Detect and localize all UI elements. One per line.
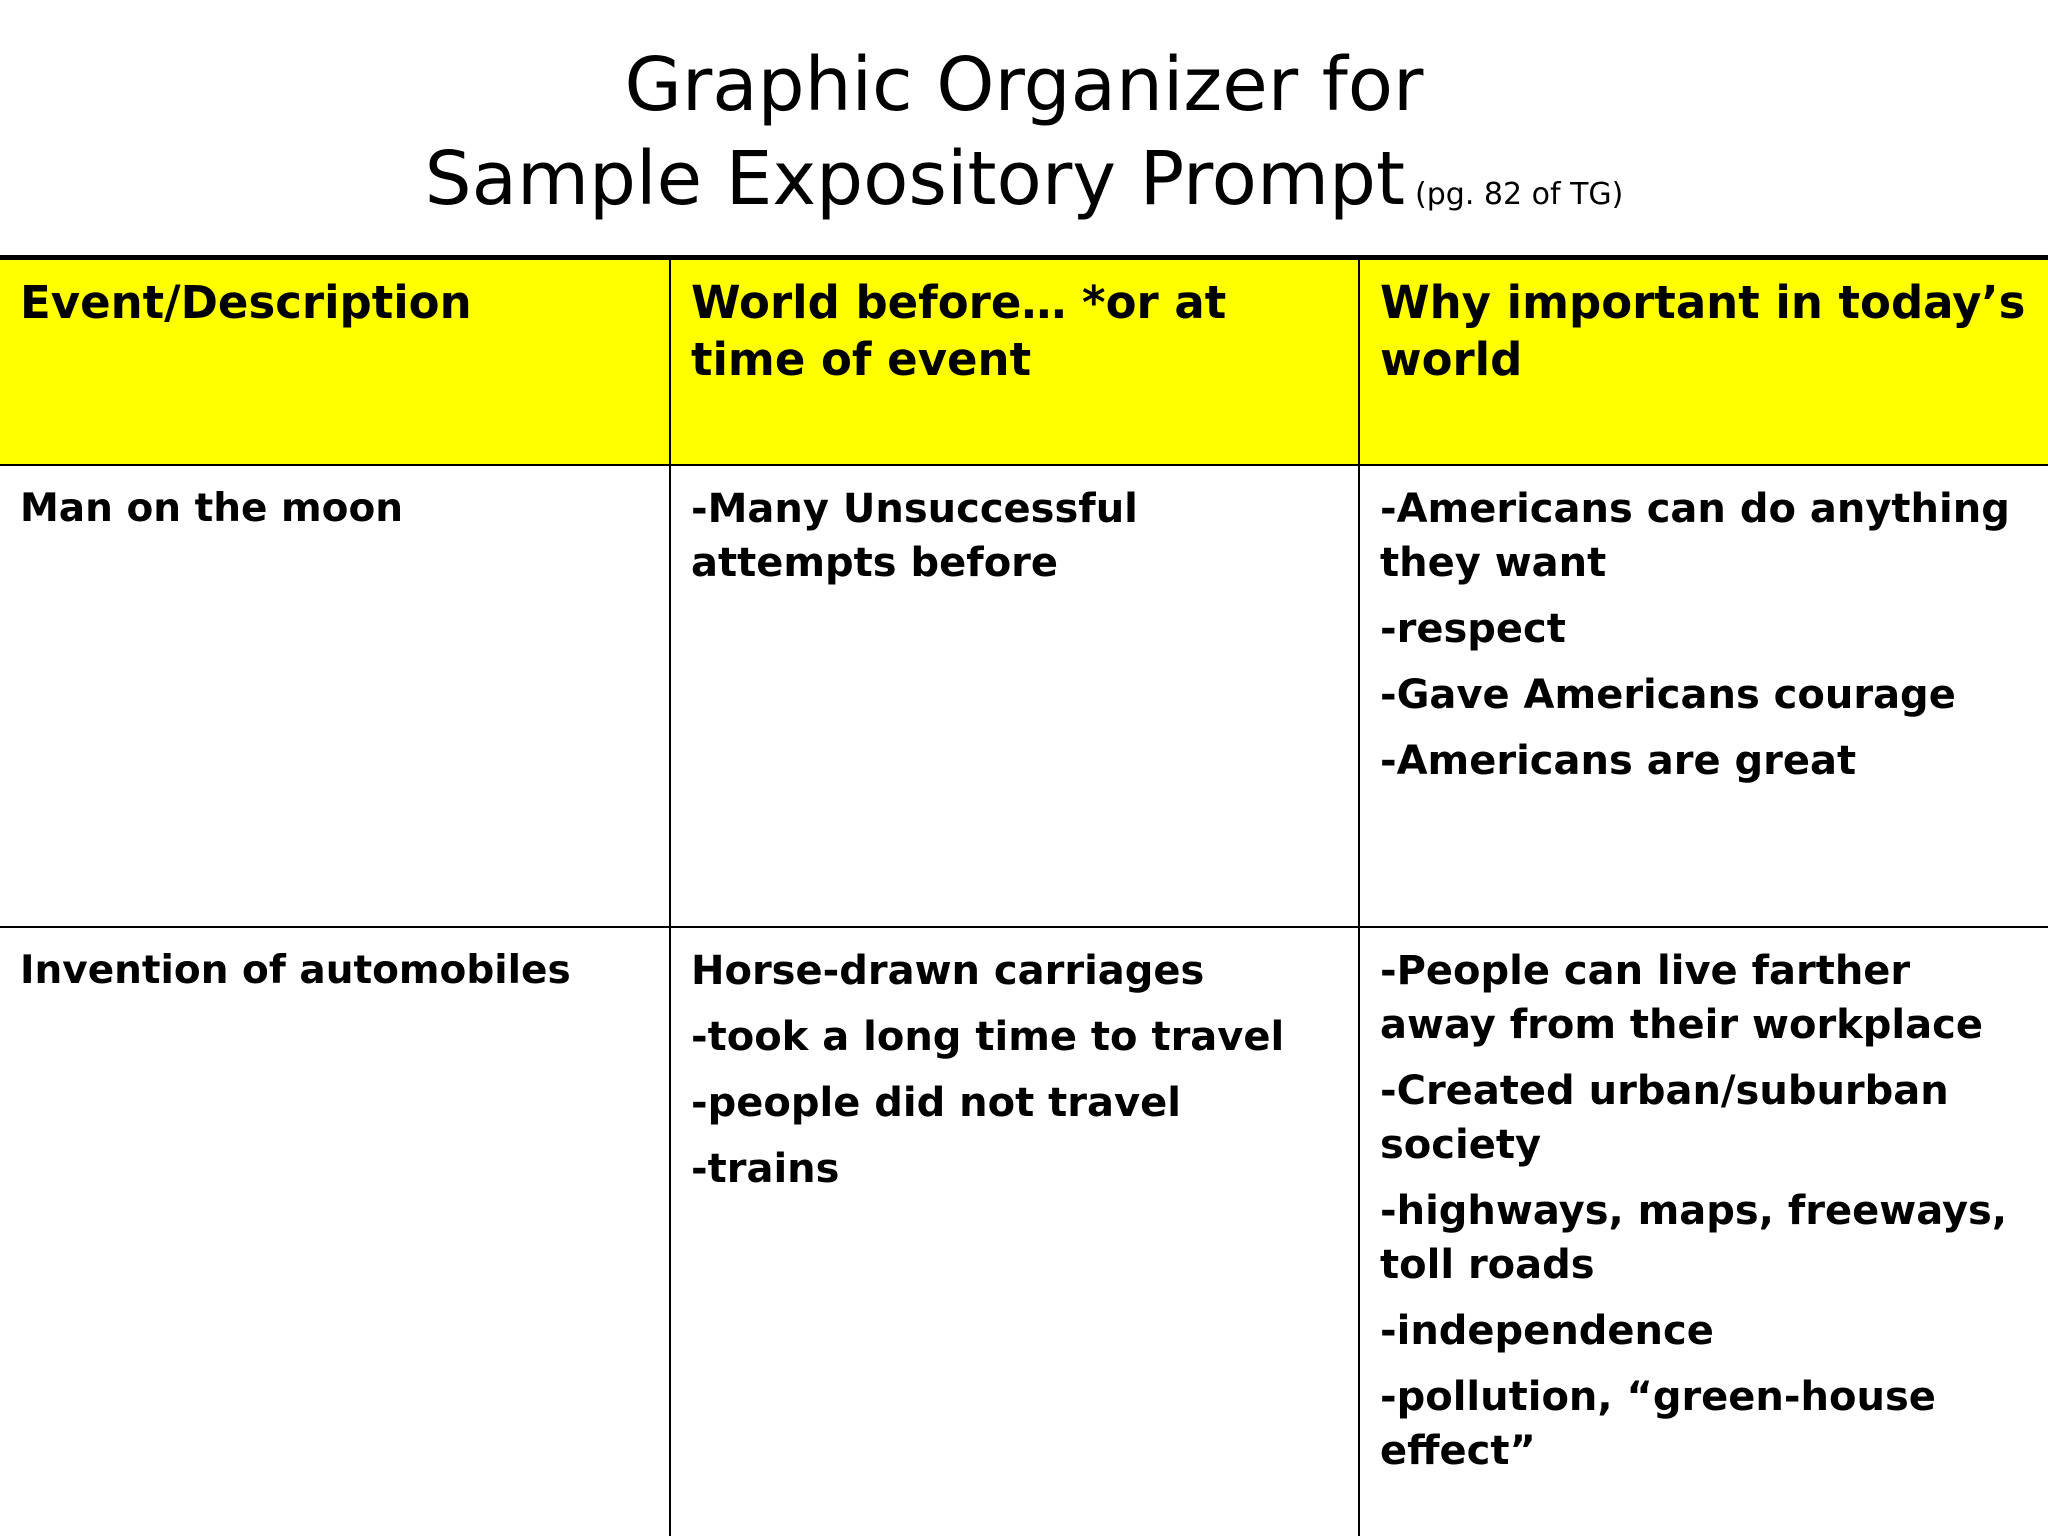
title-line-2 [0,132,2048,242]
event-cell [0,465,670,927]
importance-cell [1359,927,2048,1536]
event-cell [0,927,670,1536]
importance-line: -highways, maps, freeways, toll roads [1380,1187,2008,1288]
importance-line: -respect [1380,605,1566,652]
world-before-line: Horse-drawn carriages [691,947,1205,994]
importance-line: -Americans can do anything they want [1380,485,2010,586]
event-label: Man on the moon [20,485,404,531]
importance-cell [1359,465,2048,927]
world-before-line: -people did not travel [691,1079,1181,1126]
title-page-reference: (pg. 82 of TG) [1415,177,1624,212]
event-label: Invention of automobiles [20,947,571,993]
header-row [0,258,2048,465]
importance-line: -Americans are great [1380,737,1857,784]
importance-line: -Gave Americans courage [1380,671,1956,718]
world-before-line: -trains [691,1145,840,1192]
header-why-important: Why important in today’s world [1359,258,2048,465]
table-row [0,927,2048,1536]
world-before-line: -Many Unsuccessful attempts before [691,485,1138,586]
world-before-cell [670,465,1359,927]
title-line-1: Graphic Organizer for [624,42,1424,128]
graphic-organizer-table [0,255,2048,1536]
importance-line: -pollution, “green-house effect” [1380,1373,1936,1474]
header-event-description: Event/Description [0,258,670,465]
importance-line: -independence [1380,1307,1714,1354]
world-before-cell [670,927,1359,1536]
header-world-before: World before… *or at time of event [670,258,1359,465]
title-line-2-text: Sample Expository Prompt [424,136,1406,222]
importance-line: -Created urban/suburban society [1380,1067,1949,1168]
world-before-line: -took a long time to travel [691,1013,1285,1060]
table-row [0,465,2048,927]
importance-line: -People can live farther away from their workplace [1380,947,1983,1048]
page-title [0,38,2048,242]
